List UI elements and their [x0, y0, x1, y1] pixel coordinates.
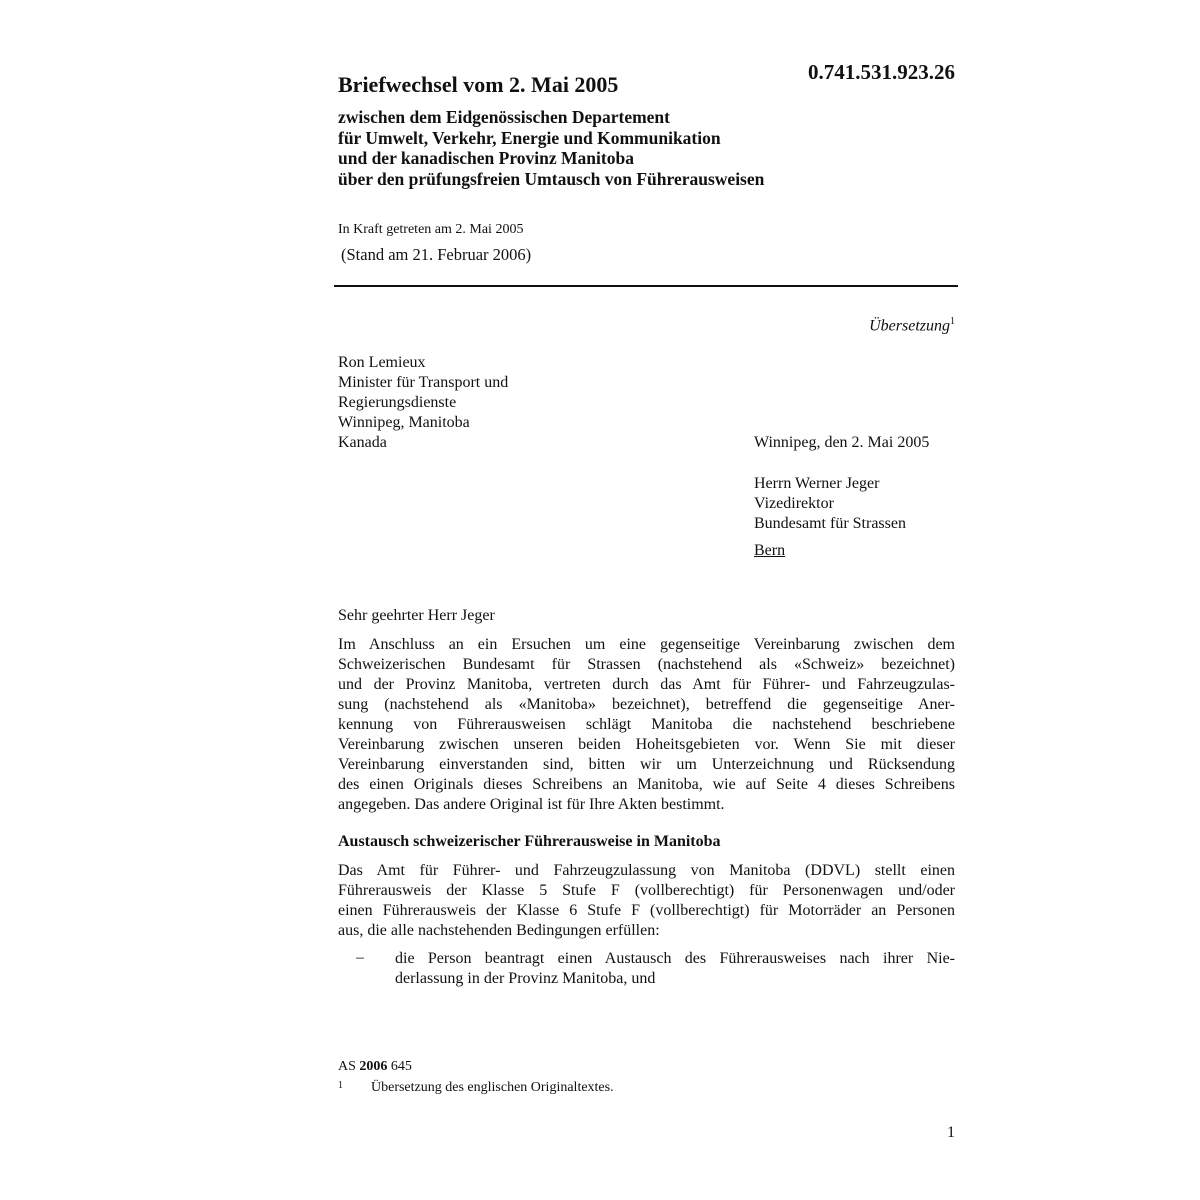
place-date: Winnipeg, den 2. Mai 2005: [754, 434, 930, 451]
sender-address: [338, 353, 508, 453]
as-year: 2006: [359, 1059, 388, 1074]
paragraph-line: Führerausweis der Klasse 5 Stufe F (vollberechtigt) für Personenwagen und/oder: [338, 882, 955, 899]
sender-line: Winnipeg, Manitoba: [338, 414, 470, 431]
as-prefix: AS: [338, 1059, 356, 1074]
paragraph-intro: [338, 635, 955, 815]
translation-note: [700, 316, 955, 335]
recipient-line: Vizedirektor: [754, 495, 834, 512]
paragraph-line: einen Führerausweis der Klasse 6 Stufe F (vollberechtigt) für Motorräder an Personen: [338, 902, 955, 919]
sender-line: Regierungsdienste: [338, 394, 457, 411]
salutation: Sehr geehrter Herr Jeger: [338, 607, 495, 624]
paragraph-line: angegeben. Das andere Original ist für Ihre Akten bestimmt.: [338, 796, 725, 813]
page-number: 1: [947, 1124, 955, 1141]
document-subtitle: [338, 107, 764, 189]
list-item-line: derlassung in der Provinz Manitoba, und: [395, 970, 656, 987]
paragraph-line: kennung von Führerausweisen schlägt Manitoba die nachstehend beschriebene: [338, 716, 955, 733]
translation-label: Übersetzung: [869, 317, 950, 335]
paragraph-line: Das Amt für Führer- und Fahrzeugzulassung von Manitoba (DDVL) stellt einen: [338, 862, 955, 879]
sender-line: Ron Lemieux: [338, 354, 426, 371]
paragraph-line: des einen Originals dieses Schreibens an Manitoba, wie auf Seite 4 dieses Schreibens: [338, 776, 955, 793]
recipient-line: Bundesamt für Strassen: [754, 515, 906, 532]
footnote-text: Übersetzung des englischen Originaltextes.: [371, 1080, 614, 1095]
list-item: [395, 949, 955, 989]
paragraph-line: Vereinbarung einverstanden sind, bitten wir um Unterzeichnung und Rücksendung: [338, 756, 955, 773]
recipient-city: Bern: [754, 542, 786, 559]
paragraph-line: und der Provinz Manitoba, vertreten durch das Amt für Führer- und Fahrzeugzulas-: [338, 676, 955, 693]
sender-line: Kanada: [338, 434, 387, 451]
stand-date: (Stand am 21. Februar 2006): [341, 245, 532, 264]
paragraph-exchange: [338, 861, 955, 941]
list-item-line: die Person beantragt einen Austausch des Führerausweises nach ihrer Nie-: [395, 950, 955, 967]
as-reference: [338, 1059, 412, 1075]
paragraph-line: Schweizerischen Bundesamt für Strassen (nachstehend als «Schweiz» bezeichnet): [338, 656, 955, 673]
recipient-address: [754, 474, 906, 534]
subtitle-line: zwischen dem Eidgenössischen Departement: [338, 107, 670, 127]
subtitle-line: über den prüfungsfreien Umtausch von Führerausweisen: [338, 168, 765, 189]
list-dash: –: [356, 949, 364, 966]
subtitle-line: für Umwelt, Verkehr, Energie und Kommunikation: [338, 127, 721, 148]
as-page: 645: [390, 1059, 412, 1074]
section-heading: Austausch schweizerischer Führerausweise in Manitoba: [338, 833, 721, 850]
paragraph-line: Vereinbarung zwischen unseren beiden Hoheitsgebieten vor. Wenn Sie mit dieser: [338, 736, 955, 753]
header-divider: [334, 285, 958, 287]
in-force-date: In Kraft getreten am 2. Mai 2005: [338, 222, 524, 237]
sr-number: 0.741.531.923.26: [808, 60, 955, 84]
footnote-reference[interactable]: 1: [950, 316, 955, 327]
paragraph-line: aus, die alle nachstehenden Bedingungen erfüllen:: [338, 922, 660, 939]
subtitle-line: und der kanadischen Provinz Manitoba: [338, 148, 634, 168]
recipient-line: Herrn Werner Jeger: [754, 475, 880, 492]
paragraph-line: Im Anschluss an ein Ersuchen um eine gegenseitige Vereinbarung zwischen dem: [338, 636, 955, 653]
document-title: Briefwechsel vom 2. Mai 2005: [338, 72, 619, 97]
sender-line: Minister für Transport und: [338, 374, 509, 391]
paragraph-line: sung (nachstehend als «Manitoba» bezeichnet), betreffend die gegenseitige Aner-: [338, 696, 955, 713]
footnote-number: 1: [338, 1080, 343, 1091]
